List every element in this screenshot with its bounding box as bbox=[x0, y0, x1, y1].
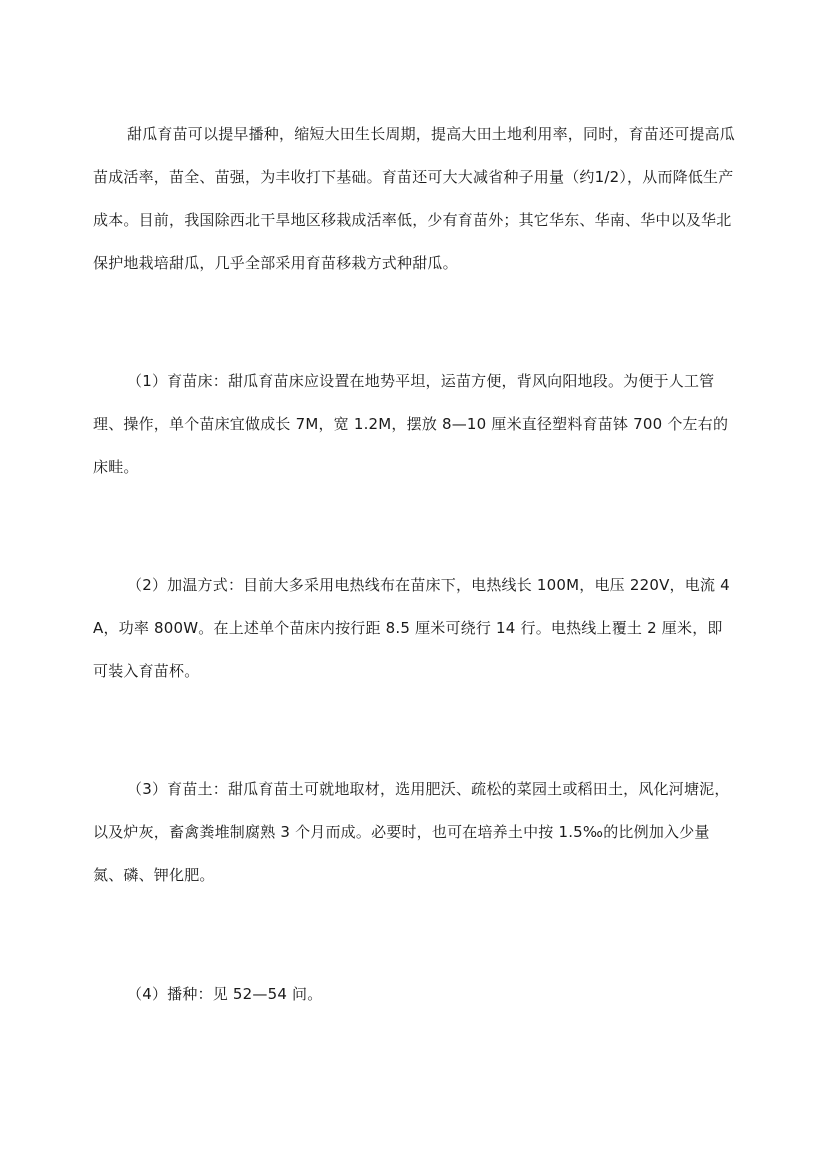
paragraph-sowing: （4）播种：见 52—54 问。 bbox=[127, 985, 323, 1003]
paragraph-seedling-soil: （3）育苗土：甜瓜育苗土可就地取材，选用肥沃、疏松的菜园土或稻田土，风化河塘泥，以及炉灰，畜禽粪堆制腐熟 3 个月而成。必要时，也可在培养土中按 1.5‰的比例加入少量氮、磷、钾化肥。 bbox=[93, 780, 730, 884]
paragraph-intro: 甜瓜育苗可以提早播种，缩短大田生长周期，提高大田土地利用率，同时，育苗还可提高瓜苗成活率，苗全、苗强，为丰收打下基础。育苗还可大大减省种子用量（约1/2），从而降低生产成本。目前，我国除西北干旱地区移栽成活率低，少有育苗外；其它华东、华南、华中以及华北保护地栽培甜瓜，几乎全部采用育苗移栽方式种甜瓜。 bbox=[93, 125, 736, 272]
paragraph-heating-method: （2）加温方式：目前大多采用电热线布在苗床下，电热线长 100M，电压 220V，电流 4A，功率 800W。在上述单个苗床内按行距 8.5 厘米可绕行 14 行。电热线上覆土 2 厘米，即可装入育苗杯。 bbox=[93, 576, 730, 680]
paragraph-seedbed: （1）育苗床：甜瓜育苗床应设置在地势平坦，运苗方便，背风向阳地段。为便于人工管理、操作，单个苗床宜做成长 7M，宽 1.2M，摆放 8—10 厘米直径塑料育苗钵 700 个左右的床畦。 bbox=[93, 372, 729, 476]
